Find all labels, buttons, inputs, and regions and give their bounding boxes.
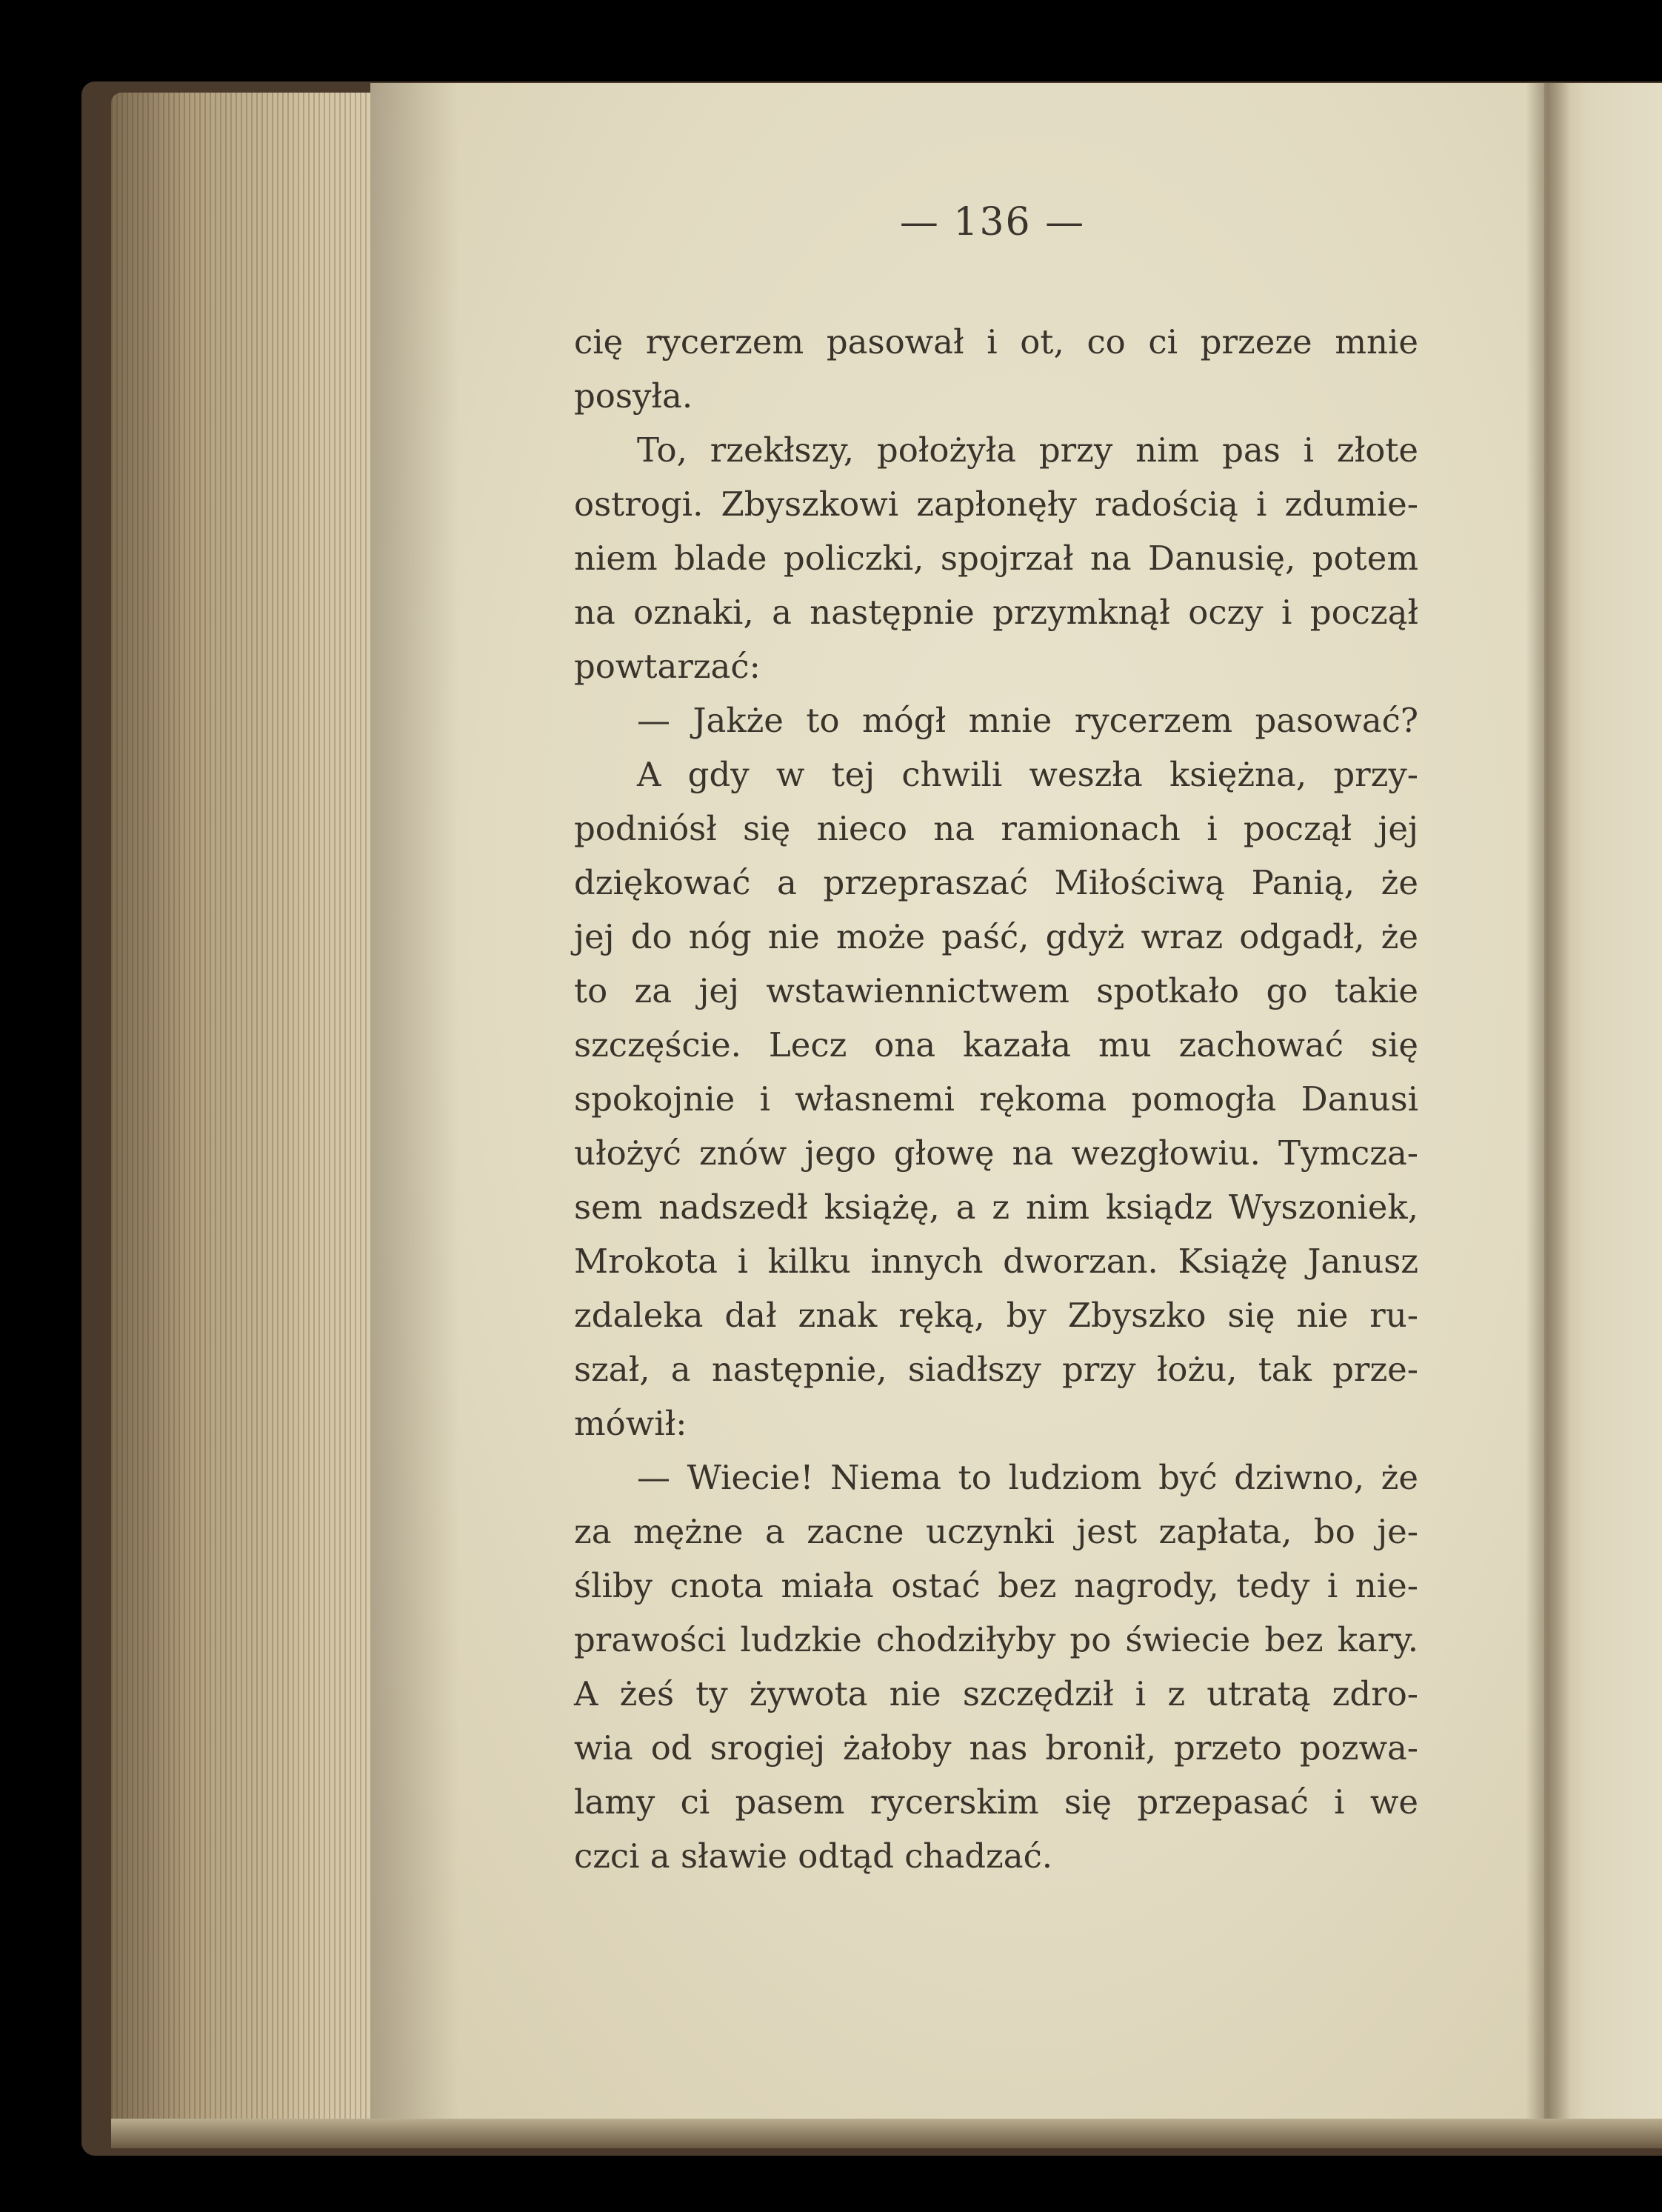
text-line: wia od srogiej żałoby nas bronił, przeto pozwa- [574, 1728, 1418, 1768]
text-line: zdaleka dał znak ręką, by Zbyszko się nie ru- [574, 1296, 1418, 1335]
text-line: posyła. [574, 376, 693, 416]
text-line: spokojnie i własnemi rękoma pomogła Danusi [574, 1079, 1418, 1119]
page-edges [111, 93, 378, 2141]
text-line: niem blade policzki, spojrzał na Danusię, potem [574, 539, 1418, 578]
text-line: dziękować a przepraszać Miłościwą Panią, że [574, 863, 1418, 902]
text-line: podniósł się nieco na ramionach i począł jej [574, 809, 1418, 848]
text-line: na oznaki, a następnie przymknął oczy i począł [574, 593, 1418, 632]
text-line: mówił: [574, 1404, 687, 1443]
text-line: śliby cnota miała ostać bez nagrody, tedy i nie- [574, 1566, 1418, 1605]
text-line: A gdy w tej chwili weszła księżna, przy- [637, 755, 1418, 794]
text-line: ułożyć znów jego głowę na wezgłowiu. Tymcza- [574, 1133, 1418, 1173]
text-line: czci a sławie odtąd chadzać. [574, 1836, 1053, 1876]
text-line: — Wiecie! Niema to ludziom być dziwno, że [637, 1458, 1418, 1497]
text-line: to za jej wstawiennictwem spotkało go takie [574, 971, 1418, 1010]
text-line: lamy ci pasem rycerskim się przepasać i we [574, 1782, 1418, 1822]
text-line: szał, a następnie, siadłszy przy łożu, tak prze- [574, 1350, 1418, 1389]
text-line: A żeś ty żywota nie szczędził i z utratą zdro- [574, 1674, 1418, 1713]
text-line: jej do nóg nie może paść, gdyż wraz odgadł, że [574, 917, 1418, 956]
text-line: za mężne a zacne uczynki jest zapłata, bo je- [574, 1512, 1418, 1551]
text-line: cię rycerzem pasował i ot, co ci przeze mnie [574, 322, 1418, 362]
text-line: To, rzekłszy, położyła przy nim pas i złote [637, 430, 1418, 470]
text-line: ostrogi. Zbyszkowi zapłonęły radością i zdumie- [574, 484, 1418, 524]
bottom-page-edge [111, 2119, 1662, 2148]
spine-shadow [1526, 83, 1570, 2128]
text-line: powtarzać: [574, 647, 761, 686]
page-text [574, 315, 1418, 1883]
page-gutter-shadow [370, 83, 459, 2128]
text-line: Mrokota i kilku innych dworzan. Książę Janusz [574, 1242, 1418, 1281]
text-line: szczęście. Lecz ona kazała mu zachować się [574, 1025, 1418, 1065]
text-line: sem nadszedł książę, a z nim ksiądz Wyszoniek, [574, 1187, 1418, 1227]
text-line: prawości ludzkie chodziłyby po świecie bez kary. [574, 1620, 1418, 1659]
text-line: — Jakże to mógł mnie rycerzem pasować? [637, 701, 1418, 740]
page-number: — 136 — [899, 200, 1086, 244]
